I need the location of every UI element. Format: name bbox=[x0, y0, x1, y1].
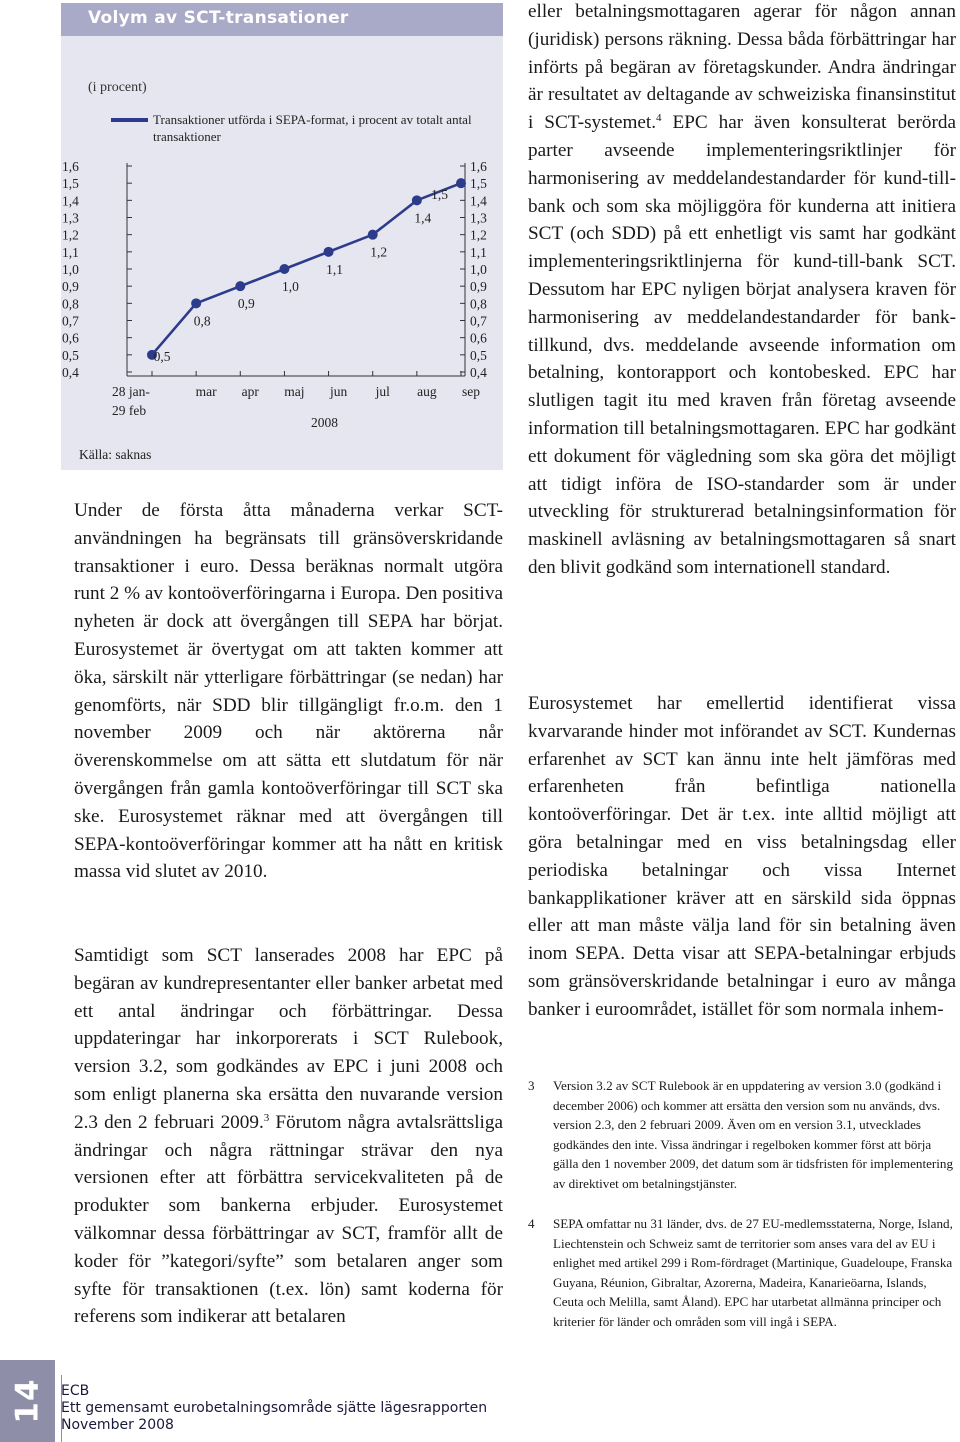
data-point bbox=[412, 195, 422, 205]
left-paragraph-1: Under de första åtta månaderna verkar SCT-användningen ha begränsats till gränsöverskridande transaktioner i euro. Dessa beräknas normalt utgöra runt 2 % av kontoöverföringarna i Europa. Den positiva nyheten är dock att övergången till SEPA har börjat. Eurosystemet är övertygat om att takten kommer att öka, särskilt när ytterligare förbättringar (se nedan) har genomförts, när SDD blir tillgängligt fr.o.m. den 1 november 2009 och när aktörerna når överenskommelse om att sätta ett slutdatum för när övergången från gamla kontoöverföringar till SCT ska ske. Eurosystemet räknar med att övergången till SEPA-kontoöverföringar kommer att ha nått en kritisk massa vid slutet av 2010. bbox=[74, 500, 503, 883]
x-tick-label: apr bbox=[241, 384, 259, 399]
chart-title: Volym av SCT-transationer bbox=[61, 3, 503, 36]
y-tick-label-left: 1,0 bbox=[62, 262, 79, 277]
y-tick-label-left: 1,5 bbox=[62, 176, 79, 192]
y-tick-label-right: 1,0 bbox=[470, 262, 487, 277]
footnote-3 bbox=[528, 1076, 956, 1193]
chart-panel bbox=[61, 3, 503, 470]
page-number bbox=[0, 1360, 55, 1442]
y-tick-label-left: 0,7 bbox=[62, 313, 79, 329]
y-tick-label-right: 1,5 bbox=[470, 176, 487, 192]
data-point bbox=[324, 247, 334, 257]
series-line bbox=[152, 183, 461, 355]
footnote-number: 4 bbox=[528, 1216, 535, 1231]
x-tick-label: 29 feb bbox=[112, 403, 147, 418]
y-tick-label-left: 0,4 bbox=[62, 365, 79, 380]
data-label: 1,4 bbox=[414, 210, 432, 226]
right-paragraph-1-text: eller betalningsmottagaren agerar för någon annan (juridisk) persons räkning. Dessa båda förbättringar har införts på begäran av företagskunder. Andra ändringar är resultatet av deltagande av schweiziska finansinstitut i SCT-systemet. bbox=[528, 1, 956, 134]
y-tick-label-left: 1,2 bbox=[62, 227, 79, 243]
y-tick-label-left: 1,3 bbox=[62, 210, 79, 226]
page-number-text: 14 bbox=[9, 1378, 46, 1424]
data-label: 0,5 bbox=[153, 348, 171, 364]
y-tick-label-left: 1,4 bbox=[62, 193, 79, 209]
data-label: 1,2 bbox=[370, 244, 388, 260]
chart-unit-label: (i procent) bbox=[88, 80, 147, 95]
chart-source: Källa: saknas bbox=[79, 447, 152, 462]
y-tick-label-right: 1,1 bbox=[470, 244, 487, 260]
data-label: 1,0 bbox=[281, 279, 299, 294]
footnote-text: SEPA omfattar nu 31 länder, dvs. de 27 EU-medlemsstaterna, Norge, Island, Liechtenstein och Schweiz samt de territorier som anses vara del av EU i enlighet med artikel 299 i Rom-fördraget (Martinique, Guadeloupe, Franska Guyana, Réunion, Gibraltar, Azorerna, Madeira, Kanarieöarna, Islands, Ceuta och Melilla, samt Åland). EPC har utarbetat allmänna principer och kriterier för länder och områden som vill ingå i SEPA. bbox=[553, 1216, 953, 1329]
y-tick-label-left: 0,5 bbox=[62, 347, 79, 363]
x-tick-label: sep bbox=[462, 384, 480, 399]
footnote-4 bbox=[528, 1214, 956, 1331]
legend-label: Transaktioner utförda i SEPA-format, i procent av totalt antal transaktioner bbox=[153, 112, 472, 144]
data-point bbox=[368, 230, 378, 240]
y-tick-label-right: 0,7 bbox=[470, 313, 487, 329]
left-paragraph-2-continuation: Förutom några avtalsrättsliga ändringar och några rättningar strävar den nya versionen efter att förbättra servicekvaliteten på de produkter som bankerna erbjuder. Eurosystemet välkomnar dessa förbättringar av SCT, framför allt de koder för ”kategori/syfte” som betalaren anger som syfte för transaktionen (t.ex. lön) samt koderna för referens som indikerar att betalaren bbox=[74, 1111, 503, 1328]
data-point bbox=[456, 178, 466, 188]
right-paragraph-1 bbox=[528, 0, 956, 582]
footnote-text: Version 3.2 av SCT Rulebook är en uppdatering av version 3.0 (godkänd i december 2006) och kommer att ersätta den version som nu används, dvs. version 2.3, den 2 februari 2009. Även om en version 3.1, utvecklades godkändes den inte. Vissa ändringar i regelboken kommer först att börja gälla den 1 november 2009, det datum som är tidsfristen för implementering av direktivet om betalningstjänster. bbox=[553, 1078, 953, 1191]
y-tick-label-left: 0,9 bbox=[62, 279, 79, 295]
y-tick-label-right: 1,4 bbox=[470, 193, 487, 209]
x-tick-label: jun bbox=[329, 384, 348, 399]
footnote-ref-3: 3 bbox=[263, 1111, 270, 1124]
footnote-number: 3 bbox=[528, 1078, 535, 1093]
data-label: 0,9 bbox=[237, 296, 255, 312]
y-tick-label-right: 0,9 bbox=[470, 279, 487, 295]
left-paragraph-2-text: Samtidigt som SCT lanserades 2008 har EPC på begäran av kundrepresentanter eller banker arbetat med ett antal ändringar och förbättringar. Dessa uppdateringar har inkorporerats i SCT Rulebook, version 3.2, som godkändes av EPC i juni 2008 och som enligt planerna ska ersätta den nuvarande version 2.3 den 2 februari 2009. bbox=[74, 945, 503, 1133]
data-point bbox=[279, 264, 289, 274]
y-tick-label-left: 1,6 bbox=[62, 159, 79, 174]
y-tick-label-right: 0,6 bbox=[470, 330, 487, 346]
right-paragraph-2: Eurosystemet har emellertid identifierat vissa kvarvarande hinder mot införandet av SCT. Kundernas erfarenhet av SCT kan ännu inte helt jämföras med erfarenheten från befintliga nationella kontoöverföringar. Det är t.ex. inte alltid möjligt att göra betalningar med en viss betalningsdag eller periodiska betalningar och vissa Internet bankapplikationer kräver att en särskild sida öppnas eller att man måste välja land för sin betalning även inom SEPA. Detta visar att SEPA-betalningar erbjuds som gränsöverskridande betalningar i euro av många banker i euroområdet, istället för som normala inhem- bbox=[528, 693, 956, 1020]
y-tick-label-right: 1,6 bbox=[470, 159, 487, 174]
y-tick-label-left: 0,6 bbox=[62, 330, 79, 346]
y-tick-label-right: 0,4 bbox=[470, 365, 487, 380]
y-tick-label-right: 0,5 bbox=[470, 347, 487, 363]
data-label: 1,5 bbox=[431, 187, 448, 203]
right-paragraph-1-continuation: EPC har även konsulterat berörda parter avseende implementeringsriktlinjer för harmonisering av meddelandestandarder för kund-till-bank och som ska möjliggöra för kunderna att initiera SCT (och SDD) på ett enhetligt vis samt har godkänt implementeringsriktlinjerna för kund-till-bank SCT. Dessutom har EPC nyligen börjat analysera kraven för harmonisering av meddelandestandarder för bank-tillkund, dvs. meddelande avseende information om betalning, kontorapport och kontobesked. EPC har slutligen tagit itu med kraven från företag avseende information till betalningsmottagaren. EPC har godkänt ett dokument för vägledning som ska göra det möjligt att tidigt införa de ISO-standarder som är under utveckling för strukturerad betalningsinformation för maskinell avläsning av betalningsmottagaren så snart den blivit godkänd som internationell standard. bbox=[528, 112, 957, 578]
footer bbox=[61, 1383, 487, 1434]
x-axis-year-label: 2008 bbox=[311, 415, 338, 430]
y-tick-label-right: 1,3 bbox=[470, 210, 487, 226]
x-tick-label: mar bbox=[195, 384, 217, 399]
data-point bbox=[235, 281, 245, 291]
x-tick-label: maj bbox=[284, 384, 305, 399]
x-tick-label: 28 jan- bbox=[112, 384, 150, 399]
data-point bbox=[191, 298, 201, 308]
data-label: 0,8 bbox=[193, 313, 211, 329]
footer-date: November 2008 bbox=[61, 1417, 174, 1433]
x-tick-label: aug bbox=[417, 384, 437, 399]
footer-report-title: Ett gemensamt eurobetalningsområde sjätte lägesrapporten bbox=[61, 1400, 488, 1416]
y-tick-label-right: 0,8 bbox=[470, 296, 487, 312]
y-tick-label-left: 0,8 bbox=[62, 296, 79, 312]
line-chart bbox=[61, 3, 503, 470]
data-label: 1,1 bbox=[326, 261, 344, 277]
left-paragraph-2 bbox=[74, 942, 503, 1331]
footnote-ref-4: 4 bbox=[656, 112, 662, 125]
y-tick-label-right: 1,2 bbox=[470, 227, 487, 243]
x-tick-label: jul bbox=[375, 384, 390, 399]
y-tick-label-left: 1,1 bbox=[62, 244, 79, 260]
footer-org: ECB bbox=[61, 1383, 90, 1399]
